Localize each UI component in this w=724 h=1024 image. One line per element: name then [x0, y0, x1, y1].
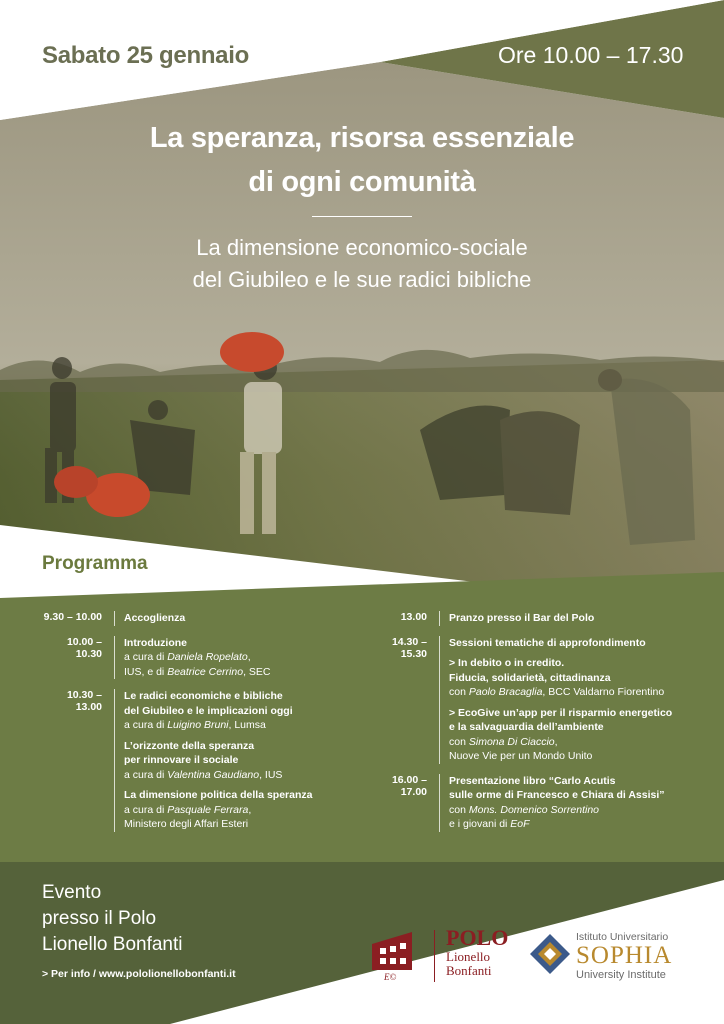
polo-logo-icon: [372, 930, 436, 982]
sophia-logo-icon: [528, 932, 572, 976]
schedule-details: [449, 636, 709, 764]
schedule-time: 10.00 – 10.30: [66, 635, 102, 660]
schedule-line: e la salvaguardia dell’ambiente: [449, 721, 604, 733]
venue-line-1: Evento: [42, 882, 102, 903]
schedule-divider: [439, 636, 440, 764]
info-link[interactable]: > Per info / www.pololionellobonfanti.it: [42, 968, 236, 980]
schedule-line: Ministero degli Affari Esteri: [124, 818, 249, 830]
event-hours: Ore 10.00 – 17.30: [498, 42, 684, 68]
schedule-line: con Paolo Bracaglia, BCC Valdarno Fiorentino: [449, 686, 665, 698]
schedule-line: Presentazione libro “Carlo Acutis: [449, 774, 616, 787]
schedule-line: Sessioni tematiche di approfondimento: [449, 636, 646, 649]
schedule-line: Nuove Vie per un Mondo Unito: [449, 750, 593, 762]
schedule-line: > In debito o in credito.: [449, 657, 565, 669]
event-date: Sabato 25 gennaio: [42, 42, 249, 69]
schedule-details: [124, 611, 384, 626]
schedule-line: Pranzo presso il Bar del Polo: [449, 612, 595, 624]
event-title: [60, 116, 664, 204]
programma-heading: Programma: [42, 553, 148, 574]
title-divider: [312, 216, 412, 217]
schedule-line: Le radici economiche e bibliche: [124, 690, 283, 702]
schedule-time: 14.30 – 15.30: [391, 635, 427, 660]
schedule-line: La dimensione politica della speranza: [124, 789, 313, 801]
event-venue: [42, 880, 183, 958]
event-subtitle: [60, 232, 664, 296]
schedule-divider: [114, 611, 115, 626]
schedule-line: con Mons. Domenico Sorrentino: [449, 803, 600, 816]
schedule-details: [124, 636, 384, 680]
title-line-2: di ogni comunità: [248, 166, 476, 198]
schedule-line: IUS, e di Beatrice Cerrino, SEC: [124, 665, 271, 678]
schedule-line: con Simona Di Ciaccio,: [449, 735, 558, 748]
title-line-1: La speranza, risorsa essenziale: [149, 122, 575, 154]
schedule-time: 13.00: [400, 611, 427, 623]
schedule-divider: [114, 636, 115, 680]
schedule-divider: [439, 774, 440, 832]
schedule-time: 9.30 – 10.00: [43, 611, 102, 623]
schedule-line: L’orizzonte della speranza: [124, 739, 255, 752]
schedule-line: a cura di Pasquale Ferrara,: [124, 803, 252, 816]
subtitle-line-2: del Giubileo e le sue radici bibliche: [192, 267, 532, 292]
venue-line-2: presso il Polo: [42, 908, 157, 929]
polo-logo-line2: Lionello: [446, 949, 491, 964]
sophia-line-1: Istituto Universitario: [576, 931, 669, 943]
venue-line-3: Lionello Bonfanti: [42, 934, 183, 955]
polo-logo-title: POLO: [446, 925, 509, 950]
schedule-line: per rinnovare il sociale: [124, 754, 239, 766]
schedule-line: sulle orme di Francesco e Chiara di Assisi”: [449, 789, 665, 802]
schedule-line: a cura di Daniela Ropelato,: [124, 651, 251, 663]
schedule-divider: [114, 689, 115, 832]
schedule-line: Accoglienza: [124, 612, 186, 624]
polo-logo-line3: Bonfanti: [446, 963, 492, 978]
polo-logo-text: [446, 926, 508, 978]
schedule-line: Fiducia, solidarietà, cittadinanza: [449, 671, 611, 684]
schedule-time: 16.00 – 17.00: [391, 773, 427, 798]
schedule-line: a cura di Luigino Bruni, Lumsa: [124, 719, 266, 731]
schedule-time: 10.30 – 13.00: [66, 689, 102, 713]
schedule-line: Introduzione: [124, 636, 187, 649]
schedule-line: a cura di Valentina Gaudiano, IUS: [124, 768, 283, 781]
schedule-line: > EcoGive un’app per il risparmio energetico: [449, 706, 673, 719]
sophia-line-2: SOPHIA: [576, 942, 673, 969]
subtitle-line-1: La dimensione economico-sociale: [196, 235, 528, 260]
schedule-line: del Giubileo e le implicazioni oggi: [124, 704, 293, 717]
sophia-line-3: University Institute: [576, 969, 666, 981]
schedule-details: [124, 689, 384, 832]
sophia-logo-text: [576, 931, 672, 981]
schedule-details: [449, 774, 709, 832]
schedule-details: [449, 611, 709, 626]
svg-text:E©: E©: [384, 972, 397, 982]
schedule-divider: [439, 611, 440, 626]
schedule-line: e i giovani di EoF: [449, 818, 530, 831]
